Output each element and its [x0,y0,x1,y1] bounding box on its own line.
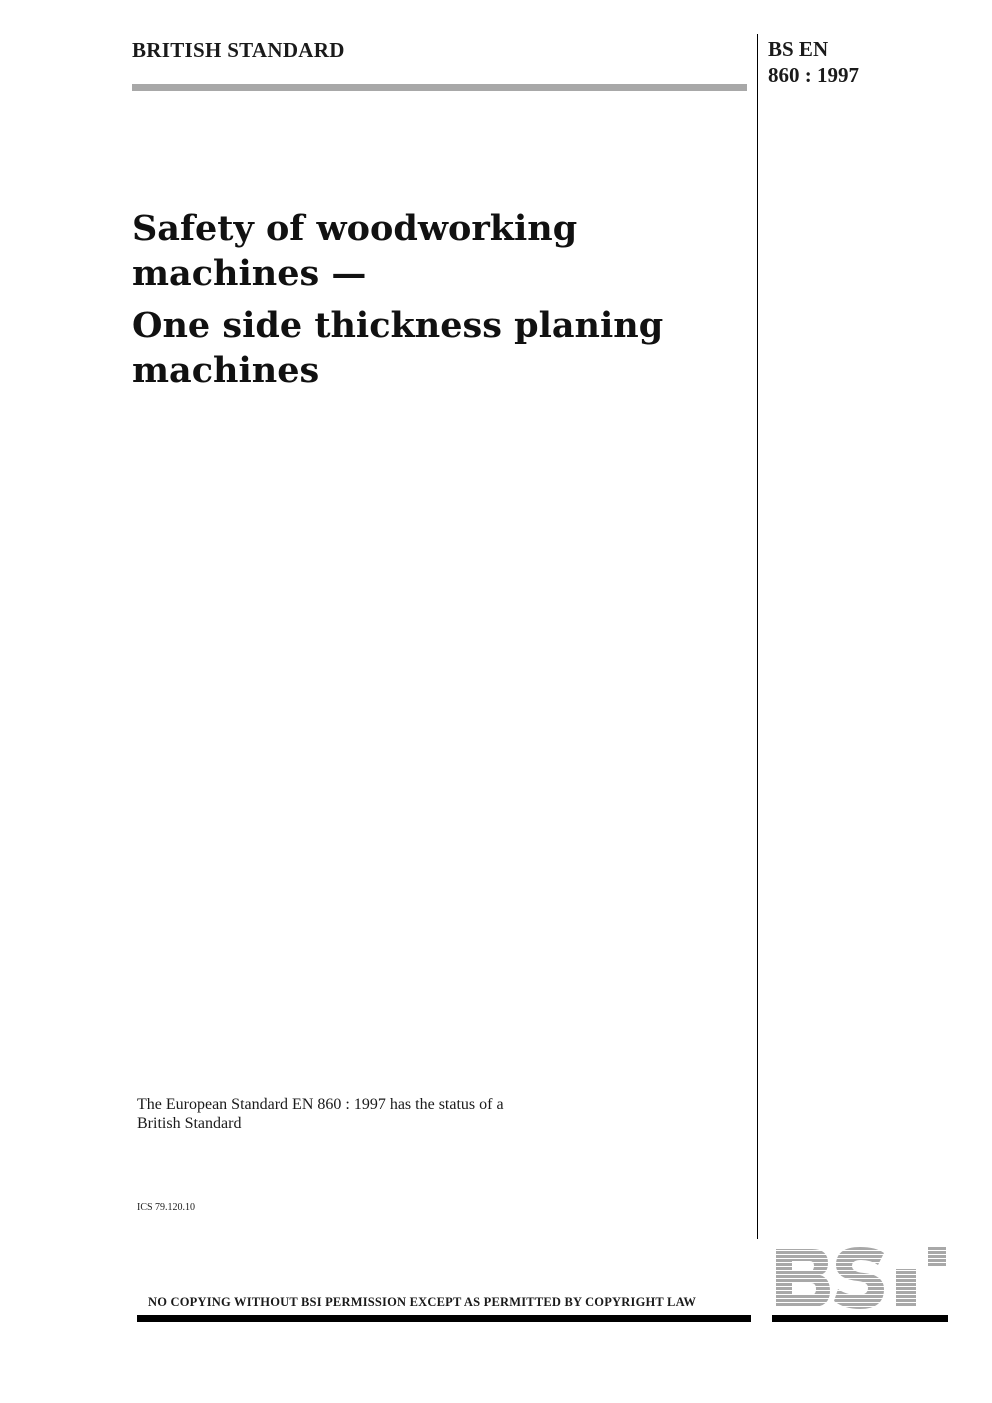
title-line-1: Safety of woodworking [132,208,578,249]
status-line-1: The European Standard EN 860 : 1997 has the status of a [137,1096,504,1113]
standard-number-line-1: BS EN [768,37,829,61]
document-series-label: BRITISH STANDARD [132,38,345,62]
status-line-2: British Standard [137,1115,242,1132]
ics-code: ICS 79.120.10 [137,1202,196,1213]
standard-number [768,36,859,88]
footer-rule [137,1315,751,1322]
status-statement [137,1095,504,1133]
title-line-3: One side thickness planing [132,305,664,346]
bsi-logo-icon [772,1243,948,1323]
document-title [132,206,732,393]
header-rule [132,84,747,91]
copyright-notice: NO COPYING WITHOUT BSI PERMISSION EXCEPT AS PERMITTED BY COPYRIGHT LAW [148,1295,697,1309]
standard-number-line-2: 860 : 1997 [768,63,859,87]
title-line-2: machines — [132,253,367,294]
vertical-divider [757,34,758,1239]
title-line-4: machines [132,350,320,391]
